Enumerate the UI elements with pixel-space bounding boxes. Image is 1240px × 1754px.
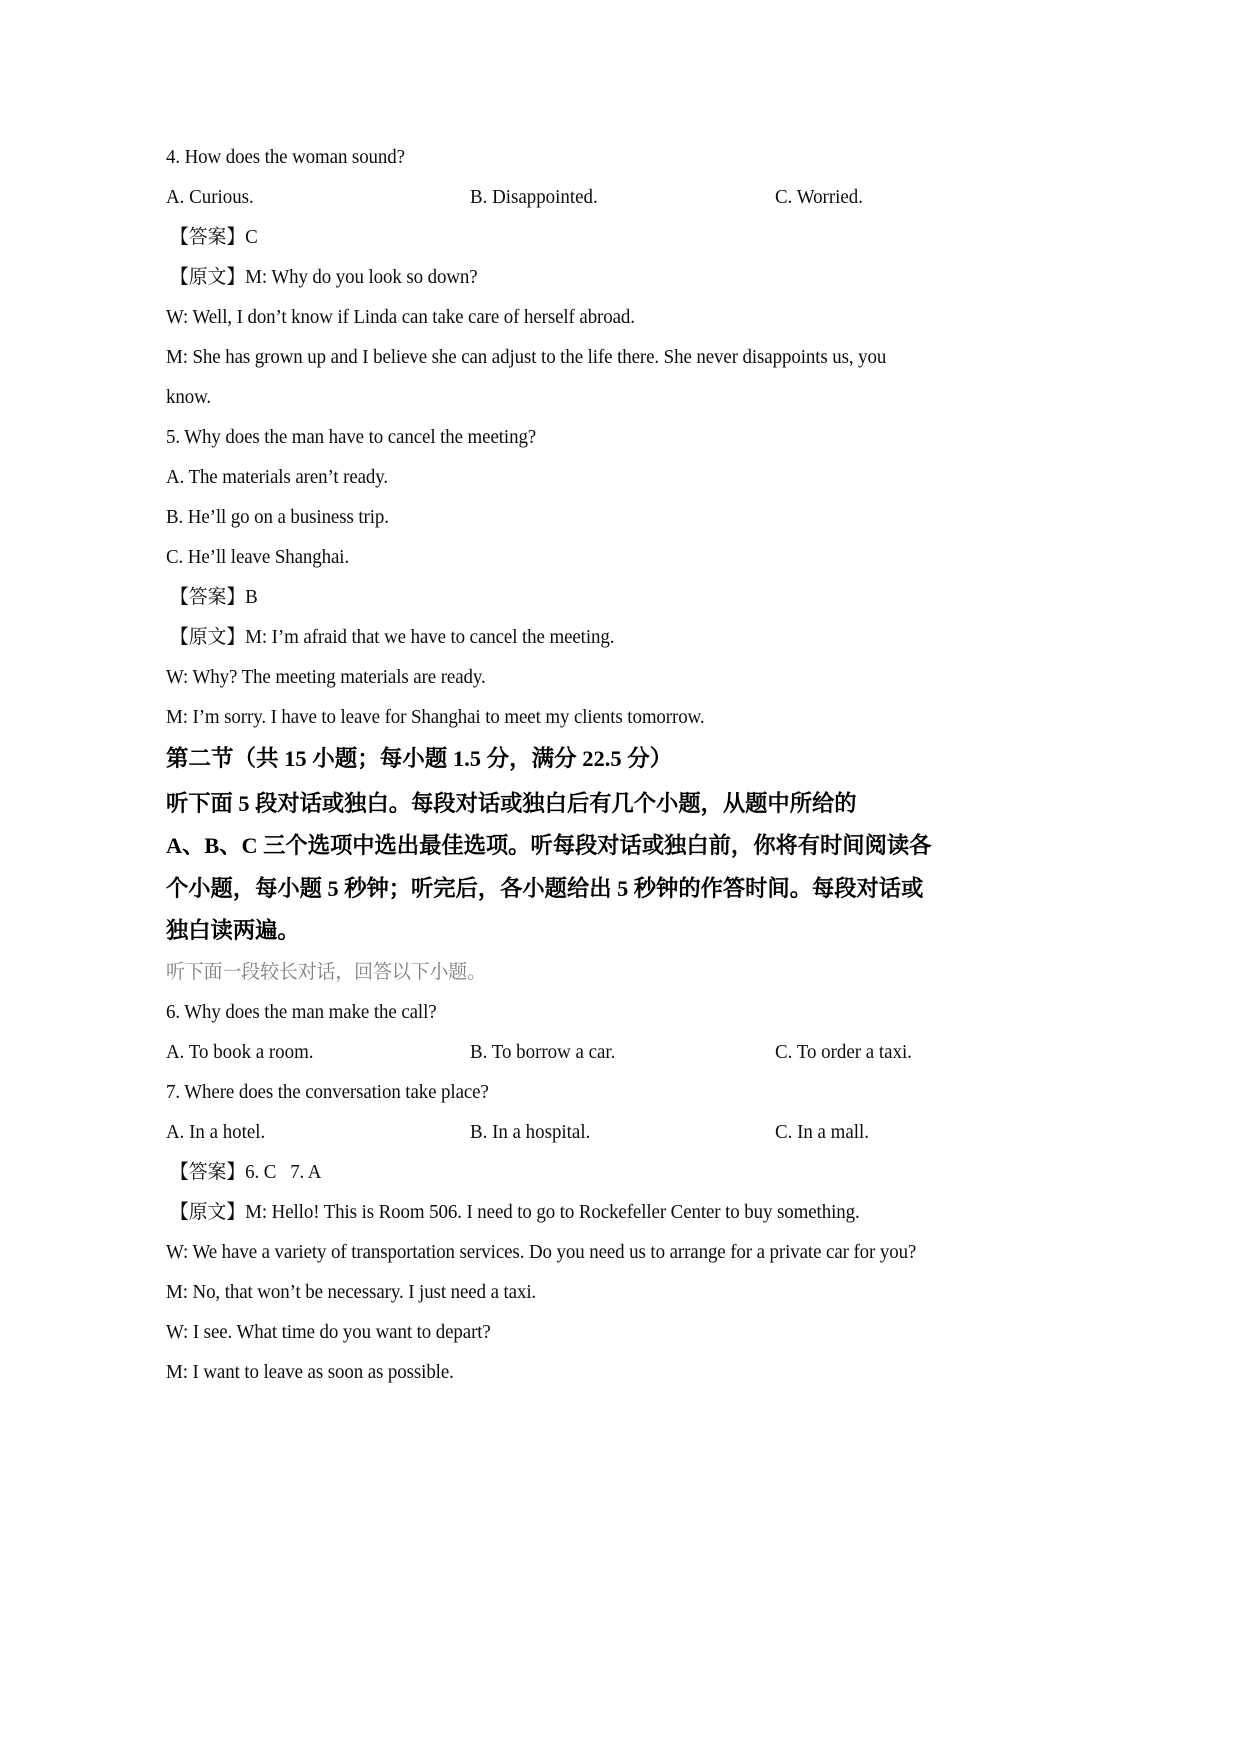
question-67-transcript-line: M: No, that won’t be necessary. I just need a taxi.	[166, 1281, 537, 1303]
question-5-transcript-line: M: I’m sorry. I have to leave for Shanghai to meet my clients tomorrow.	[166, 707, 705, 728]
option-a[interactable]: A. To book a room.	[166, 1041, 314, 1063]
option-b[interactable]: B. He’ll go on a business trip.	[166, 507, 389, 528]
option-c[interactable]: C. To order a taxi.	[775, 1041, 913, 1063]
option-a[interactable]: A. The materials aren’t ready.	[166, 467, 389, 488]
question-67-answer: 【答案】6. C 7. A	[169, 1161, 322, 1183]
question-4-transcript-line: W: Well, I don’t know if Linda can take care of herself abroad.	[166, 307, 635, 328]
question-4-transcript-line: M: She has grown up and I believe she can adjust to the life there. She never disappoints us, you	[166, 347, 887, 368]
question-5-transcript-label: 【原文】M: I’m afraid that we have to cancel the meeting.	[169, 627, 615, 648]
question-5-options	[166, 458, 956, 578]
question-5-transcript-line: W: Why? The meeting materials are ready.	[166, 667, 486, 688]
question-5-answer: 【答案】B	[169, 587, 258, 608]
instruction-line: 听下面 5 段对话或独白。每段对话或独白后有几个小题，从题中所给的	[166, 790, 857, 816]
option-b[interactable]: B. In a hospital.	[470, 1121, 591, 1143]
question-7-stem: 7. Where does the conversation take place?	[166, 1081, 489, 1103]
question-4-stem: 4. How does the woman sound?	[166, 147, 405, 168]
instruction-line: 个小题，每小题 5 秒钟；听完后，各小题给出 5 秒钟的作答时间。每段对话或	[166, 875, 924, 901]
section-2-subnote: 听下面一段较长对话，回答以下小题。	[166, 961, 486, 983]
option-a[interactable]: A. Curious.	[166, 187, 254, 208]
question-67-transcript-line: W: I see. What time do you want to depart?	[166, 1321, 491, 1343]
question-4-transcript-line: know.	[166, 387, 212, 408]
section-2-instructions	[166, 783, 956, 953]
page-content	[166, 138, 956, 1393]
question-4-options	[166, 178, 956, 218]
question-4-answer: 【答案】C	[169, 227, 258, 248]
question-7-options	[166, 1113, 956, 1153]
question-6-options	[166, 1033, 956, 1073]
question-5-stem: 5. Why does the man have to cancel the meeting?	[166, 427, 537, 448]
section-2-heading: 第二节（共 15 小题；每小题 1.5 分，满分 22.5 分）	[166, 746, 673, 771]
option-c[interactable]: C. He’ll leave Shanghai.	[166, 547, 350, 568]
question-67-transcript-label: 【原文】M: Hello! This is Room 506. I need to go to Rockefeller Center to buy something.	[169, 1201, 860, 1223]
option-b[interactable]: B. Disappointed.	[470, 187, 598, 208]
question-4-transcript-label: 【原文】M: Why do you look so down?	[169, 267, 478, 288]
option-c[interactable]: C. In a mall.	[775, 1121, 870, 1143]
option-c[interactable]: C. Worried.	[775, 187, 863, 208]
question-6-stem: 6. Why does the man make the call?	[166, 1001, 437, 1023]
question-67-transcript-line: W: We have a variety of transportation services. Do you need us to arrange for a private car for you?	[166, 1241, 917, 1263]
instruction-line: 独白读两遍。	[166, 918, 300, 943]
instruction-line: A、B、C 三个选项中选出最佳选项。听每段对话或独白前，你将有时间阅读各	[166, 833, 932, 858]
question-67-transcript-line: M: I want to leave as soon as possible.	[166, 1361, 454, 1383]
option-a[interactable]: A. In a hotel.	[166, 1121, 266, 1143]
option-b[interactable]: B. To borrow a car.	[470, 1041, 616, 1063]
